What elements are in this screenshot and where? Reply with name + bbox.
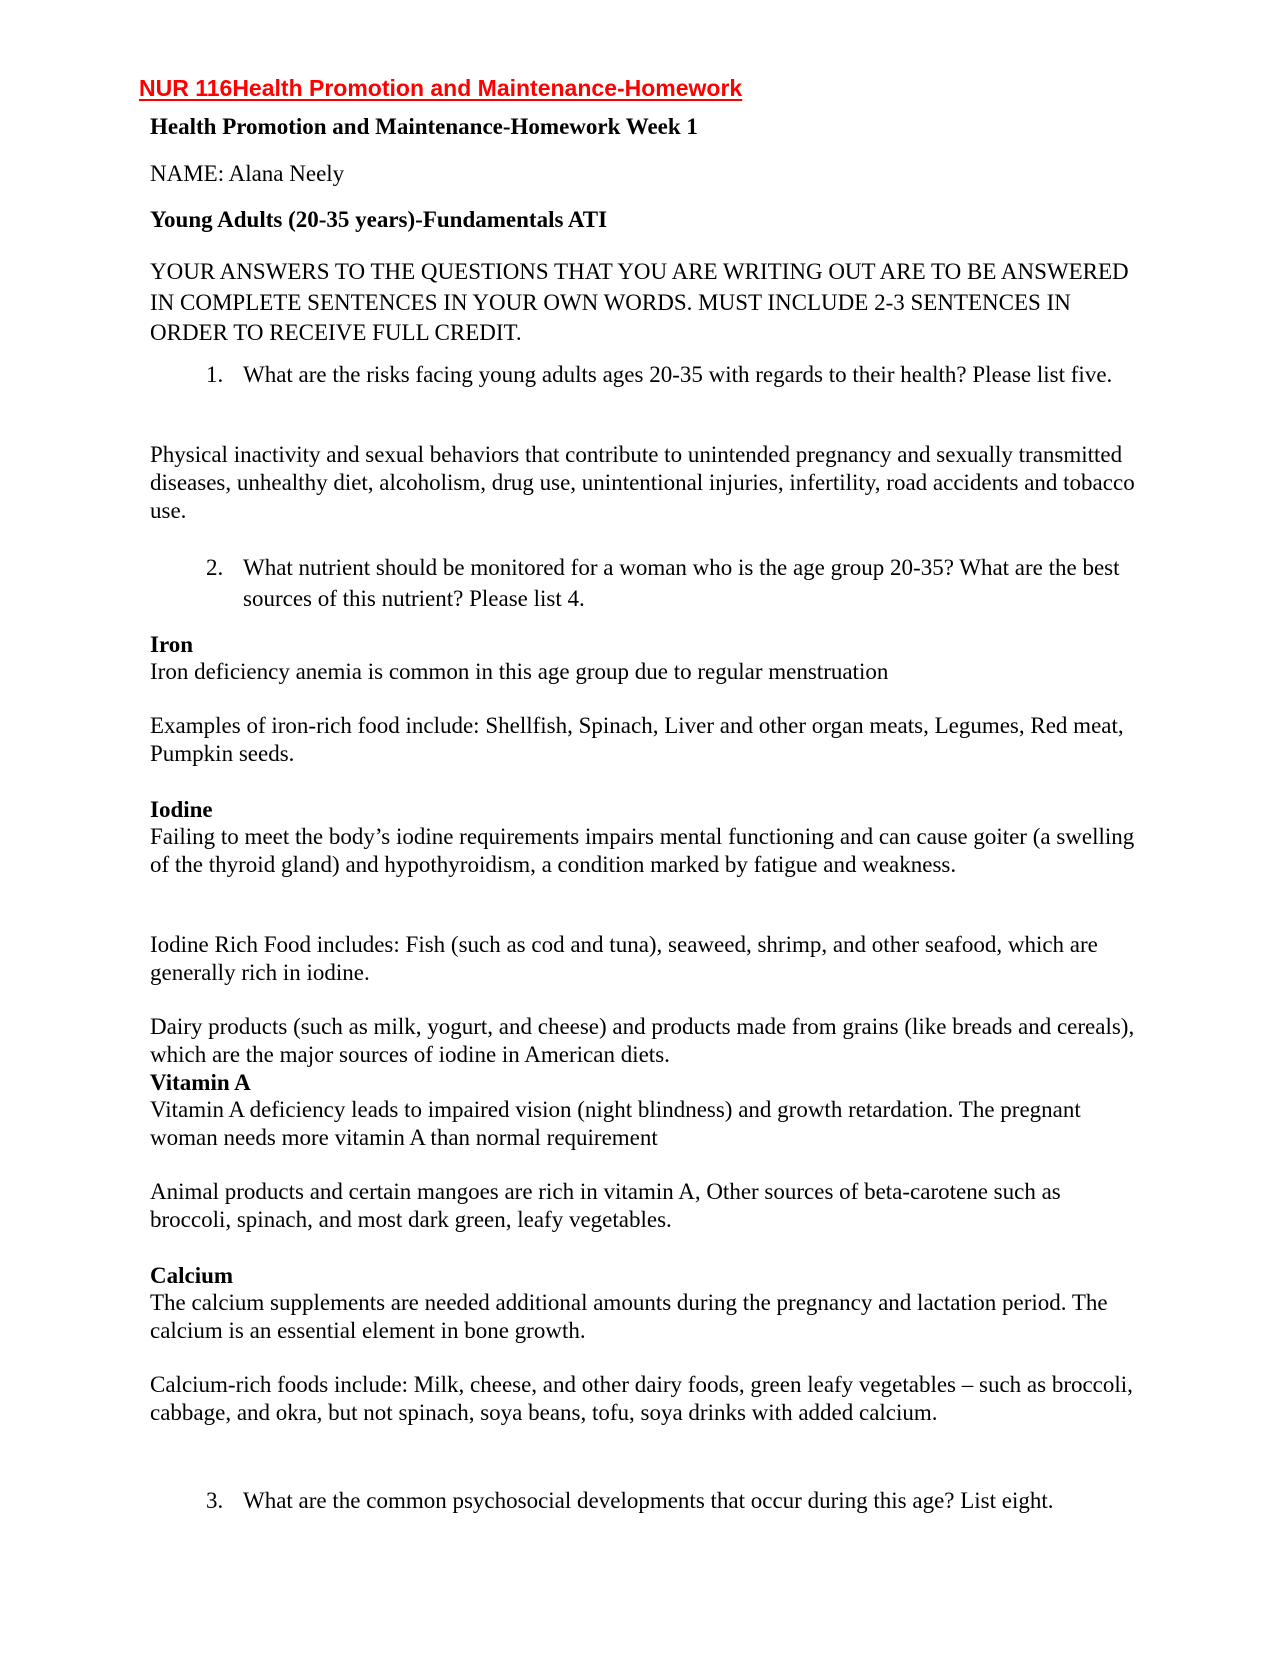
homework-subtitle: Health Promotion and Maintenance-Homework Week 1 <box>150 114 698 139</box>
question-3-text: What are the common psychosocial developments that occur during this age? List eight. <box>243 1488 1054 1513</box>
section-heading: Young Adults (20-35 years)-Fundamentals ATI <box>150 207 608 232</box>
iron-description: Iron deficiency anemia is common in this age group due to regular menstruation <box>150 659 889 684</box>
instructions: YOUR ANSWERS TO THE QUESTIONS THAT YOU ARE WRITING OUT ARE TO BE ANSWERED IN COMPLETE SENTENCES IN YOUR OWN WORDS. MUST INCLUDE 2-3 SENTENCES IN ORDER TO RECEIVE FULL CREDIT. <box>150 259 1129 345</box>
question-3-number: 3. <box>206 1488 224 1513</box>
calcium-foods: Calcium-rich foods include: Milk, cheese, and other dairy foods, green leafy vegetables – such as broccoli, cabbage, and okra, but not spinach, soya beans, tofu, soya drinks with added calcium. <box>150 1372 1133 1425</box>
iodine-foods-dairy: Dairy products (such as milk, yogurt, and cheese) and products made from grains (like breads and cereals), which are the major sources of iodine in American diets. <box>150 1014 1135 1067</box>
question-1-text: What are the risks facing young adults ages 20-35 with regards to their health? Please list five. <box>243 362 1113 387</box>
vitamin-a-description: Vitamin A deficiency leads to impaired vision (night blindness) and growth retardation. The pregnant woman needs more vitamin A than normal requirement <box>150 1097 1081 1150</box>
question-2-text: What nutrient should be monitored for a woman who is the age group 20-35? What are the best sources of this nutrient? Please list 4. <box>243 555 1120 611</box>
calcium-description: The calcium supplements are needed additional amounts during the pregnancy and lactation period. The calcium is an essential element in bone growth. <box>150 1290 1108 1343</box>
iodine-description: Failing to meet the body’s iodine requirements impairs mental functioning and can cause goiter (a swelling of the thyroid gland) and hypothyroidism, a condition marked by fatigue and weakness. <box>150 824 1135 877</box>
answer-1: Physical inactivity and sexual behaviors that contribute to unintended pregnancy and sexually transmitted diseases, unhealthy diet, alcoholism, drug use, unintentional injuries, infertility, road accidents and tobacco use. <box>150 442 1135 523</box>
question-1-number: 1. <box>206 362 224 387</box>
iodine-heading: Iodine <box>150 797 213 822</box>
vitamin-a-heading: Vitamin A <box>150 1070 251 1095</box>
student-name: NAME: Alana Neely <box>150 161 345 186</box>
iodine-foods: Iodine Rich Food includes: Fish (such as cod and tuna), seaweed, shrimp, and other seafood, which are generally rich in iodine. <box>150 932 1098 985</box>
vitamin-a-foods: Animal products and certain mangoes are rich in vitamin A, Other sources of beta-carotene such as broccoli, spinach, and most dark green, leafy vegetables. <box>150 1179 1061 1232</box>
calcium-heading: Calcium <box>150 1263 234 1288</box>
iron-foods: Examples of iron-rich food include: Shellfish, Spinach, Liver and other organ meats, Legumes, Red meat, Pumpkin seeds. <box>150 713 1124 766</box>
iron-heading: Iron <box>150 632 194 657</box>
question-2-number: 2. <box>206 555 224 580</box>
document-title: NUR 116Health Promotion and Maintenance-Homework <box>139 75 743 101</box>
